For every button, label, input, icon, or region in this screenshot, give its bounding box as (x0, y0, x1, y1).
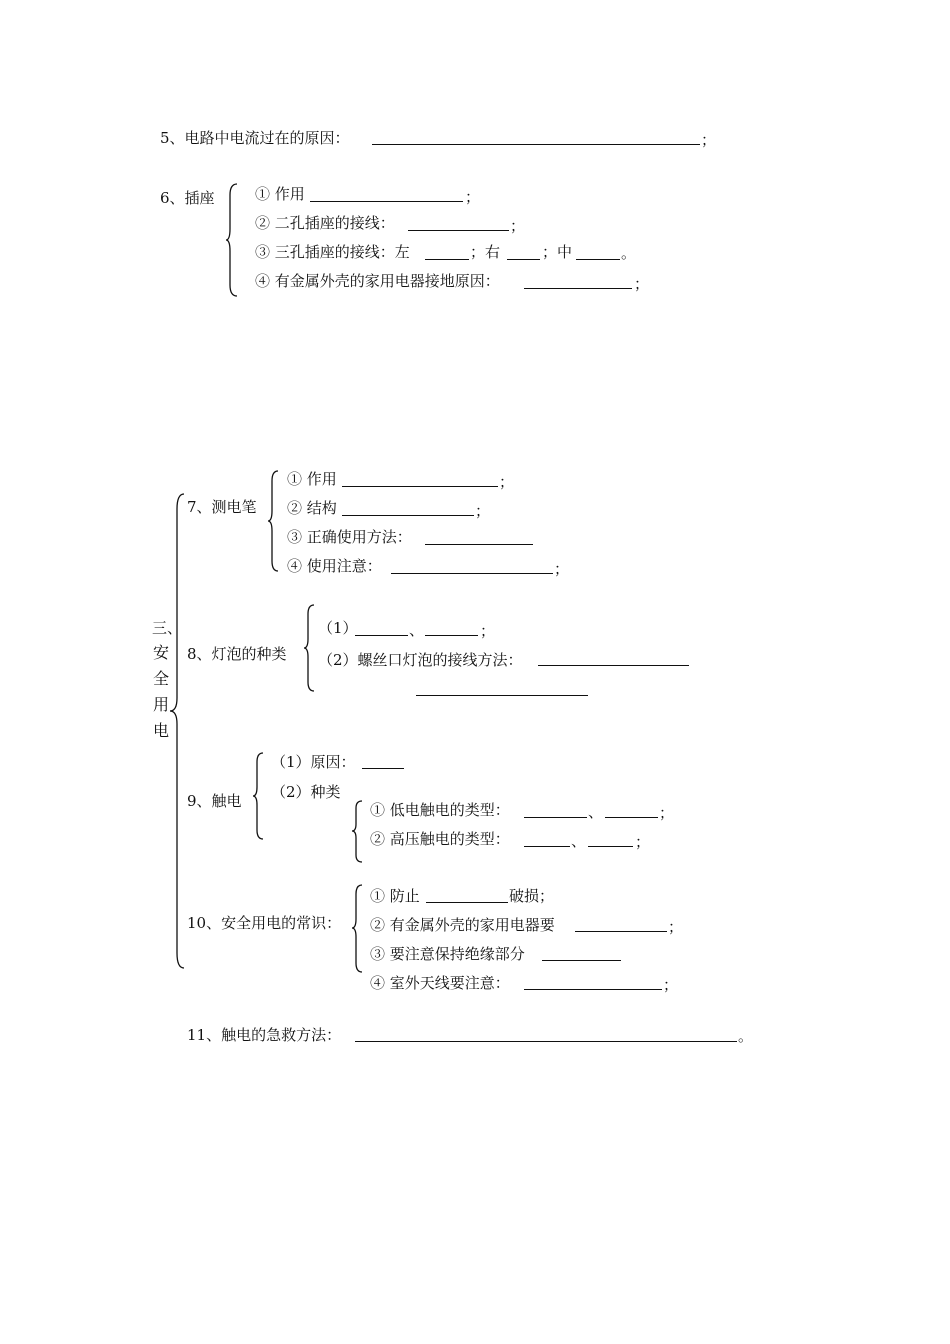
q9-sub2-end: ； (635, 833, 651, 851)
q8-item1-end: ； (480, 622, 496, 640)
q6-item4-end: ； (634, 275, 650, 293)
section3-brace (170, 493, 186, 969)
q6-item3-mid1: ；右 (470, 243, 501, 261)
q6-item3-text: ③ 三孔插座的接线：左 (255, 243, 410, 261)
q6-item1-end: ； (465, 188, 481, 206)
q9-sub2-blank-a[interactable] (524, 846, 570, 847)
q9-sub2-text: ② 高压触电的类型： (370, 830, 510, 848)
q7-item4-text: ④ 使用注意： (287, 557, 382, 575)
q9-brace (253, 752, 265, 840)
section3-char: 安 (153, 643, 170, 662)
q8-brace (304, 604, 316, 692)
q9-label: 9、触电 (187, 792, 242, 810)
q7-label: 7、测电笔 (187, 498, 257, 516)
q10-item3-blank[interactable] (542, 960, 621, 961)
q10-item4-blank[interactable] (524, 989, 662, 990)
q7-item2-end: ； (475, 502, 491, 520)
q10-item4-text: ④ 室外天线要注意： (370, 974, 510, 992)
q6-item3-blank-middle[interactable] (576, 259, 620, 260)
q10-item2-end: ； (668, 918, 684, 936)
q6-brace (226, 183, 240, 297)
q11-blank[interactable] (355, 1041, 737, 1042)
section3-number: 三、 (152, 619, 183, 637)
q10-item2-blank[interactable] (575, 931, 667, 932)
section3-char: 电 (153, 721, 170, 740)
q7-item1-text: ① 作用 (287, 470, 337, 488)
q7-brace (268, 470, 280, 572)
q6-item3-blank-left[interactable] (425, 259, 469, 260)
q5-end: ； (701, 131, 717, 149)
q7-item4-blank[interactable] (391, 573, 553, 574)
q9-sub1-blank-b[interactable] (605, 817, 658, 818)
q9-item1-blank[interactable] (362, 768, 404, 769)
section3-char: 全 (153, 669, 170, 688)
q11-end: 。 (738, 1027, 754, 1045)
q7-item3-text: ③ 正确使用方法： (287, 528, 412, 546)
q9-item1-text: （1）原因： (271, 753, 356, 771)
q6-item4-blank[interactable] (524, 288, 632, 289)
q10-item1-end: 破损； (509, 887, 555, 905)
q5-blank[interactable] (372, 144, 700, 145)
q11-label: 11、触电的急救方法： (187, 1026, 342, 1044)
q9-sub1-blank-a[interactable] (524, 817, 587, 818)
q6-item2-blank[interactable] (408, 230, 509, 231)
q9-sub2-blank-b[interactable] (588, 846, 633, 847)
q6-item3-blank-right[interactable] (507, 259, 540, 260)
q10-item3-text: ③ 要注意保持绝缘部分 (370, 945, 525, 963)
q9-item2-text: （2）种类 (271, 783, 341, 801)
q6-item1-text: ① 作用 (255, 185, 305, 203)
section3-char: 用 (153, 695, 170, 714)
q10-item1-blank[interactable] (426, 902, 508, 903)
q9-sub1-end: ； (659, 804, 675, 822)
q8-item2-text: （2）螺丝口灯泡的接线方法： (318, 651, 523, 669)
q7-item4-end: ； (554, 560, 570, 578)
q8-label: 8、灯泡的种类 (187, 645, 287, 663)
q10-item2-text: ② 有金属外壳的家用电器要 (370, 916, 555, 934)
q7-item1-end: ； (499, 473, 515, 491)
q6-item3-end: 。 (621, 244, 637, 262)
q6-item4-text: ④ 有金属外壳的家用电器接地原因： (255, 272, 500, 290)
q10-brace (352, 884, 364, 973)
q10-item4-end: ； (663, 976, 679, 994)
q6-label: 6、插座 (160, 189, 215, 207)
q9-sub1-sep: 、 (588, 803, 604, 821)
q10-item1-text: ① 防止 (370, 887, 420, 905)
q7-item2-blank[interactable] (342, 515, 474, 516)
q10-label: 10、安全用电的常识： (187, 914, 342, 932)
q8-item1-sep: 、 (409, 621, 425, 639)
q8-item2-blank[interactable] (538, 665, 689, 666)
q6-item1-blank[interactable] (310, 201, 463, 202)
q7-item1-blank[interactable] (342, 486, 498, 487)
q8-item1-blank-a[interactable] (355, 635, 408, 636)
q6-item2-text: ② 二孔插座的接线： (255, 214, 395, 232)
q7-item2-text: ② 结构 (287, 499, 337, 517)
q8-item1-text: （1） (318, 619, 358, 637)
q8-item1-blank-b[interactable] (425, 635, 478, 636)
q6-item3-mid2: ；中 (542, 243, 573, 261)
q8-item2-blank-line2[interactable] (416, 695, 588, 696)
q5-label: 5、电路中电流过在的原因： (160, 129, 350, 147)
q9-sub1-text: ① 低电触电的类型： (370, 801, 510, 819)
q6-item2-end: ； (510, 217, 526, 235)
q7-item3-blank[interactable] (425, 544, 533, 545)
q9-sub-brace (352, 800, 364, 863)
q9-sub2-sep: 、 (571, 832, 587, 850)
